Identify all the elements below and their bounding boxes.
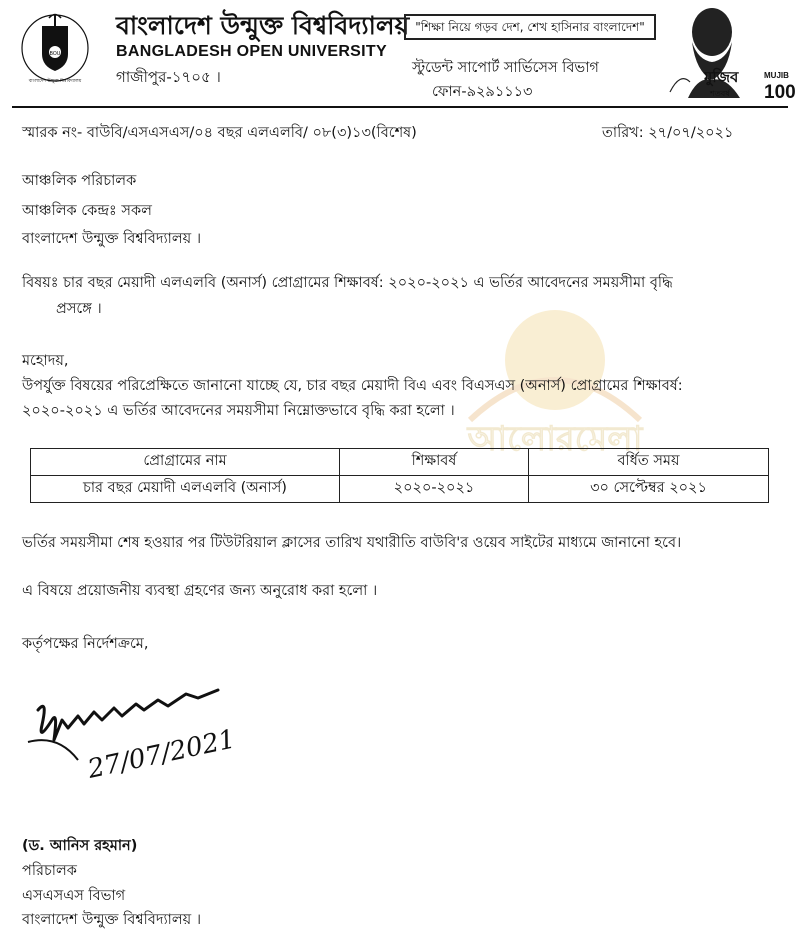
header-divider — [12, 106, 788, 108]
table-header-cell: প্রোগ্রামের নাম — [31, 449, 340, 476]
signature-date: 27/07/2021 — [85, 724, 239, 785]
table-header-row — [31, 449, 769, 476]
department-name: স্টুডেন্ট সাপোর্ট সার্ভিসেস বিভাগ — [412, 60, 599, 76]
mujib-logo-sub: শতবর্ষ — [710, 89, 730, 98]
recipient-line: আঞ্চলিক কেন্দ্রঃ সকল — [22, 203, 152, 219]
signatory-university: বাংলাদেশ উন্মুক্ত বিশ্ববিদ্যালয় । — [22, 912, 202, 928]
body-paragraph: উপর্যুক্ত বিষয়ের পরিপ্রেক্ষিতে জানানো যাচ্ছে যে, চার বছর মেয়াদী বিএ এবং বিএসএস (অনার্স) প্রোগ্রামের শিক্ষাবর্ষ: — [22, 378, 683, 394]
table-header-cell: শিক্ষাবর্ষ — [340, 449, 529, 476]
signatory-title: পরিচালক — [22, 863, 77, 879]
body-paragraph: এ বিষয়ে প্রয়োজনীয় ব্যবস্থা গ্রহণের জন্য অনুরোধ করা হলো । — [22, 583, 378, 599]
university-name-english: BANGLADESH OPEN UNIVERSITY — [116, 43, 387, 60]
subject-line-continuation: প্রসঙ্গে । — [56, 301, 102, 317]
extension-table — [30, 448, 769, 503]
table-row — [31, 476, 769, 503]
mujib-centenary-logo — [660, 2, 796, 103]
body-paragraph: ২০২০-২০২১ এ ভর্তির আবেদনের সময়সীমা নিম্নোক্তভাবে বৃদ্ধি করা হলো । — [22, 403, 455, 419]
watermark-text: আলোরমেলা — [467, 419, 643, 459]
slogan-box: "শিক্ষা নিয়ে গড়ব দেশ, শেখ হাসিনার বাংলাদেশ" — [404, 14, 656, 40]
university-logo — [20, 8, 90, 88]
mujib-logo-bn: মুজিব — [704, 68, 739, 86]
mujib-logo-en: MUJIB — [764, 71, 789, 80]
memo-date: তারিখ: ২৭/০৭/২০২১ — [602, 125, 734, 141]
recipient-line: বাংলাদেশ উন্মুক্ত বিশ্ববিদ্যালয় । — [22, 231, 202, 247]
logo-ring-text: বাংলাদেশ উন্মুক্ত বিশ্ববিদ্যালয় — [28, 79, 82, 84]
university-name-bangla: বাংলাদেশ উন্মুক্ত বিশ্ববিদ্যালয় — [116, 11, 410, 40]
signatory-department: এসএসএস বিভাগ — [22, 888, 126, 904]
signatory-name: (ড. আনিস রহমান) — [22, 838, 138, 854]
subject-line: বিষয়ঃ চার বছর মেয়াদী এলএলবি (অনার্স) প্রোগ্রামের শিক্ষাবর্ষ: ২০২০-২০২১ এ ভর্তির আবেদনের সময়সীমা বৃদ্ধি — [22, 275, 673, 291]
table-cell: ২০২০-২০২১ — [340, 476, 529, 503]
mujib-logo-num: 100 — [764, 82, 796, 103]
logo-badge: BOU — [49, 51, 61, 57]
university-address: গাজীপুর-১৭০৫ । — [116, 68, 221, 86]
table-cell: চার বছর মেয়াদী এলএলবি (অনার্স) — [31, 476, 340, 503]
body-paragraph: ভর্তির সময়সীমা শেষ হওয়ার পর টিউটরিয়াল ক্লাসের তারিখ যথারীতি বাউবি'র ওয়েব সাইটের মাধ্যমে জানানো হবে। — [22, 535, 682, 551]
department-phone: ফোন-৯২৯১১১৩ — [432, 84, 533, 100]
salutation: মহোদয়, — [22, 353, 69, 369]
closing-line: কর্তৃপক্ষের নির্দেশক্রমে, — [22, 636, 149, 652]
memo-reference: স্মারক নং- বাউবি/এসএসএস/০৪ বছর এলএলবি/ ০৮(৩)১৩(বিশেষ) — [22, 125, 417, 141]
table-header-cell: বর্ধিত সময় — [529, 449, 769, 476]
signature — [18, 680, 288, 810]
table-cell: ৩০ সেপ্টেম্বর ২০২১ — [529, 476, 769, 503]
recipient-line: আঞ্চলিক পরিচালক — [22, 173, 137, 189]
